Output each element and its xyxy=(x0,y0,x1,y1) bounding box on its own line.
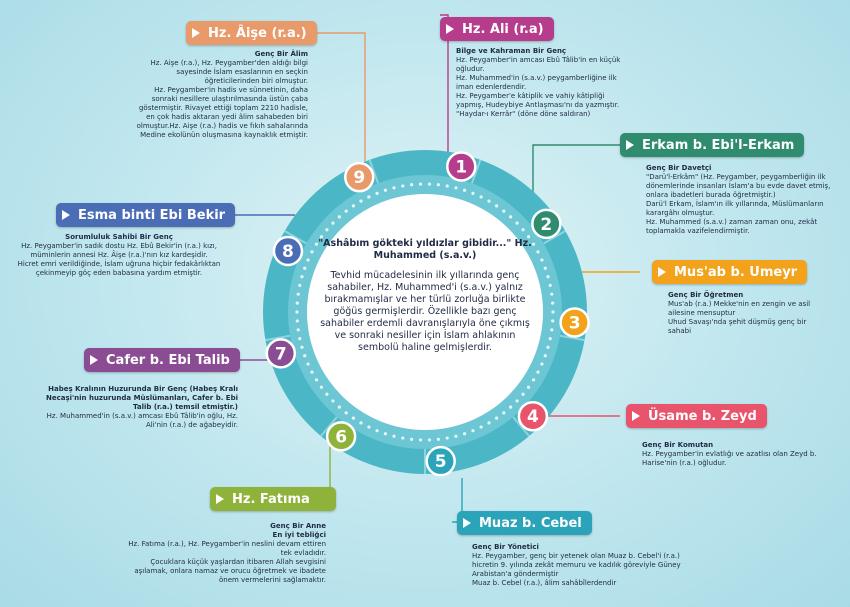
number-badge-4 xyxy=(519,402,547,430)
ring-dot xyxy=(310,370,313,373)
ring-dot xyxy=(375,429,378,432)
label-esma xyxy=(56,203,235,227)
play-icon xyxy=(62,210,70,220)
ring-dot xyxy=(300,346,303,349)
ring-dot xyxy=(338,215,341,218)
ring-dot xyxy=(536,370,539,373)
ring-dot xyxy=(392,186,395,189)
desc-fatima-body: Hz. Fatıma (r.a.), Hz. Peygamber'in neslini devam ettiren tek evladıdır. Çocuklara küçük yaşlardan itibaren Allah sevgisini aşılamak, onlara namaz ve orucu öğretmek ve ibadete önem vermelerini sağlamaktır. xyxy=(128,540,326,584)
ring-dot xyxy=(367,425,370,428)
number-badge-text: 2 xyxy=(540,214,553,235)
center-text-block xyxy=(318,238,532,354)
ring-dot xyxy=(345,210,348,213)
ring-dot xyxy=(297,328,300,331)
ring-dot xyxy=(331,399,334,402)
ring-dot xyxy=(551,301,554,304)
ring-dot xyxy=(428,438,431,441)
ring-dot xyxy=(544,354,547,357)
ring-dot xyxy=(297,293,300,296)
ring-dot xyxy=(338,406,341,409)
ring-dot xyxy=(298,337,301,340)
number-badge-9 xyxy=(345,163,373,191)
ring-dot xyxy=(546,275,549,278)
number-badge-text: 6 xyxy=(335,427,348,448)
desc-ali-title: Bilge ve Kahraman Bir Genç xyxy=(456,47,567,55)
ring-dot xyxy=(410,183,413,186)
label-erkam-text: Erkam b. Ebi'l-Erkam xyxy=(642,137,795,153)
play-icon xyxy=(463,518,471,528)
number-badge-2 xyxy=(532,210,560,238)
ring-dot xyxy=(410,438,413,441)
desc-musab-title: Genç Bir Öğretmen xyxy=(668,291,744,299)
ring-dot xyxy=(515,399,518,402)
ring-dot xyxy=(359,421,362,424)
desc-erkam-body: "Darü'l-Erkâm" (Hz. Peygamber, peygamberliğin ilk dönemlerinde insanları İslam'a bu evde davet etmiş, onlara ibadetleri burada öğretmiştir.) Darü'l Erkam, İslam'ın ilk yıllarında, Müslümanların karargâhı olmuştur. Hz. Muhammed (s.a.v.) zaman zaman onu, zekât toplamakla vazifelendirmiştir. xyxy=(646,173,831,235)
number-badge-text: 1 xyxy=(455,157,468,178)
connector-line-2 xyxy=(533,145,620,210)
ring-dot xyxy=(320,386,323,389)
desc-usame xyxy=(642,441,820,468)
label-erkam xyxy=(620,133,804,157)
ring-dot xyxy=(544,267,547,270)
ring-dot xyxy=(463,189,466,192)
ring-dot xyxy=(540,258,543,261)
ring-dot xyxy=(536,250,539,253)
label-esma-text: Esma binti Ebi Bekir xyxy=(78,207,226,223)
number-badge-text: 9 xyxy=(353,168,366,189)
ring-dot xyxy=(509,406,512,409)
ring-dot xyxy=(549,284,552,287)
desc-cafer-body: Hz. Muhammed'in (s.a.v.) amcası Ebû Tâlib'in oğlu, Hz. Ali'nin (r.a.) de ağabeyidir. xyxy=(46,412,238,429)
center-quote: "Ashâbım gökteki yıldızlar gibidir..." Hz. Muhammed (s.a.v.) xyxy=(318,238,532,261)
ring-dot xyxy=(454,435,457,438)
desc-esma-body: Hz. Peygamber'in sadık dostu Hz. Ebû Bekir'in (r.a.) kızı, müminlerin annesi Hz. Âişe (r.a.)'nın kız kardeşidir. Hicret emri verildiğinde, İslam uğruna hiçbir fedakârlıktan çekinmeyip göç eden babasına yardım etmiştir. xyxy=(17,242,221,277)
ring-dot xyxy=(437,183,440,186)
desc-usame-title: Genç Bir Komutan xyxy=(642,441,714,449)
ring-dot xyxy=(392,435,395,438)
play-icon xyxy=(216,494,224,504)
desc-muaz xyxy=(472,543,708,588)
number-badge-5 xyxy=(427,447,455,475)
desc-aise xyxy=(132,50,308,140)
number-badge-7 xyxy=(267,339,295,367)
ring-dot xyxy=(384,189,387,192)
label-aise-text: Hz. Âişe (r.a.) xyxy=(208,25,307,41)
ring-dot xyxy=(549,337,552,340)
desc-cafer-title: Habeş Kralının Huzurunda Bir Genç (Habeş Kralı Necaşi'nin huzurunda Müslümanları, Cafer b. Ebi Talib (r.a.) temsil etmiştir.) xyxy=(45,385,238,411)
ring-dot xyxy=(325,393,328,396)
ring-dot xyxy=(550,293,553,296)
number-badge-3 xyxy=(561,308,589,336)
ring-dot xyxy=(298,284,301,287)
ring-dot xyxy=(375,192,378,195)
number-badge-text: 7 xyxy=(274,344,287,365)
ring-dot xyxy=(454,186,457,189)
ring-dot xyxy=(463,432,466,435)
play-icon xyxy=(90,355,98,365)
ring-dot xyxy=(546,346,549,349)
desc-cafer xyxy=(30,385,238,430)
number-badge-1 xyxy=(447,152,475,180)
label-cafer xyxy=(84,348,240,372)
label-ali-text: Hz. Ali (r.a) xyxy=(462,21,544,37)
desc-musab-body: Mus'ab (r.a.) Mekke'nin en zengin ve asil ailesine mensuptur Uhud Savaşı'nda şehit düşmüş genç bir sahabi xyxy=(668,300,811,335)
desc-aise-body: Hz. Aişe (r.a.), Hz. Peygamber'den aldığı bilgi sayesinde İslam esaslarının en seçkin öğreticilerinden biri olmuştur. Hz. Peygamber'in hadis ve sünnetinin, daha sonraki nesillere ulaştırılmasında üstün çaba göstermiştir. Rivayet ettiği toplam 2210 hadisle, en çok hadis aktaran yedi âlim sahabeden biri olmuştur.Hz. Aişe (r.a.) hadis ve fıkıh sahalarında Medine ekolünün oluşmasına kaynaklık etmiştir. xyxy=(136,59,308,139)
label-cafer-text: Cafer b. Ebi Talib xyxy=(106,352,230,368)
center-body: Tevhid mücadelesinin ilk yıllarında genç sahabiler, Hz. Muhammed'i (s.a.v.) yalnız bırakmamışlar ve her türlü zorluğa birlikte göğüs germişlerdir. Özellikle bazı genç sahabiler erdemli davranışlarıyla öne çıkmış ve sonraki nesiller için İslam ahlakının sembolü haline gelmişlerdir. xyxy=(320,270,530,353)
ring-dot xyxy=(315,378,318,381)
label-usame xyxy=(626,404,767,428)
ring-dot xyxy=(540,362,543,365)
ring-dot xyxy=(345,411,348,414)
ring-dot xyxy=(401,436,404,439)
ring-dot xyxy=(303,267,306,270)
ring-dot xyxy=(295,310,298,313)
ring-dot xyxy=(509,215,512,218)
ring-dot xyxy=(551,310,554,313)
ring-dot xyxy=(310,250,313,253)
number-badge-text: 3 xyxy=(568,313,581,334)
ring-dot xyxy=(515,221,518,224)
label-musab-text: Mus'ab b. Umeyr xyxy=(674,264,798,280)
ring-dot xyxy=(331,221,334,224)
ring-dot xyxy=(521,393,524,396)
label-aise xyxy=(186,21,317,45)
number-badge-text: 8 xyxy=(282,241,294,262)
ring-dot xyxy=(419,438,422,441)
play-icon xyxy=(192,28,200,38)
desc-ali-body: Hz. Peygamber'in amcası Ebû Tâlib'in en küçük oğludur. Hz. Muhammed'in (s.a.v.) peygamberliğine ilk iman edenlerdendir. Hz. Peygamber'e kâtiplik ve vahiy kâtipliği yapmış, Hudeybiye Antlaşması'nı da yazmıştır. "Haydar-ı Kerrâr" (döne döne saldıran) xyxy=(456,56,621,118)
ring-dot xyxy=(527,386,530,389)
ring-dot xyxy=(359,200,362,203)
ring-dot xyxy=(352,417,355,420)
label-musab xyxy=(652,260,807,284)
desc-fatima xyxy=(126,522,326,585)
ring-dot xyxy=(401,184,404,187)
label-fatima-text: Hz. Fatıma xyxy=(232,491,310,507)
ring-dot xyxy=(471,429,474,432)
ring-dot xyxy=(306,258,309,261)
ring-dot xyxy=(532,243,535,246)
ring-dot xyxy=(428,182,431,185)
label-usame-text: Üsame b. Zeyd xyxy=(648,408,757,424)
ring-dot xyxy=(480,425,483,428)
ring-dot xyxy=(352,204,355,207)
desc-esma-title: Sorumluluk Sahibi Bir Genç xyxy=(65,233,173,241)
desc-muaz-title: Genç Bir Yönetici xyxy=(472,543,539,551)
ring-dot xyxy=(487,200,490,203)
ring-dot xyxy=(521,228,524,231)
desc-ali xyxy=(456,47,634,119)
ring-dot xyxy=(551,319,554,322)
connector-line-9 xyxy=(300,33,365,162)
label-muaz-text: Muaz b. Cebel xyxy=(479,515,582,531)
ring-dot xyxy=(306,362,309,365)
ring-dot xyxy=(550,328,553,331)
desc-erkam-title: Genç Bir Davetçi xyxy=(646,164,712,172)
play-icon xyxy=(632,411,640,421)
label-muaz xyxy=(457,511,592,535)
desc-aise-title: Genç Bir Âlim xyxy=(254,50,308,58)
number-badge-text: 5 xyxy=(434,452,447,473)
ring-dot xyxy=(487,421,490,424)
ring-dot xyxy=(300,275,303,278)
ring-dot xyxy=(502,210,505,213)
ring-dot xyxy=(303,354,306,357)
ring-dot xyxy=(495,204,498,207)
play-icon xyxy=(446,24,454,34)
ring-dot xyxy=(325,228,328,231)
ring-dot xyxy=(296,301,299,304)
desc-fatima-title: Genç Bir Anne En iyi tebliğci xyxy=(270,522,326,539)
number-badge-8 xyxy=(274,237,302,265)
ring-dot xyxy=(367,195,370,198)
ring-dot xyxy=(502,411,505,414)
play-icon xyxy=(626,140,634,150)
ring-dot xyxy=(446,184,449,187)
ring-dot xyxy=(384,432,387,435)
desc-esma xyxy=(14,233,224,278)
ring-dot xyxy=(437,438,440,441)
desc-usame-body: Hz. Peygamber'in evlatlığı ve azatlısı olan Zeyd b. Harise'nin (r.a.) oğludur. xyxy=(642,450,817,467)
ring-dot xyxy=(471,192,474,195)
desc-erkam xyxy=(646,164,832,236)
label-fatima xyxy=(210,487,336,511)
ring-dot xyxy=(419,182,422,185)
ring-dot xyxy=(532,378,535,381)
label-ali xyxy=(440,17,554,41)
ring-dot xyxy=(480,195,483,198)
ring-dot xyxy=(446,436,449,439)
desc-muaz-body: Hz. Peygamber, genç bir yetenek olan Muaz b. Cebel'i (r.a.) hicretin 9. yılında zekât memuru ve kadılık göreviyle Güney Arabistan'a göndermiştir Muaz b. Cebel (r.a.), âlim sahâbîlerdendir xyxy=(472,552,681,587)
number-badge-text: 4 xyxy=(526,407,539,428)
desc-musab xyxy=(668,291,824,336)
play-icon xyxy=(658,267,666,277)
number-badge-6 xyxy=(327,422,355,450)
ring-dot xyxy=(296,319,299,322)
ring-dot xyxy=(495,417,498,420)
